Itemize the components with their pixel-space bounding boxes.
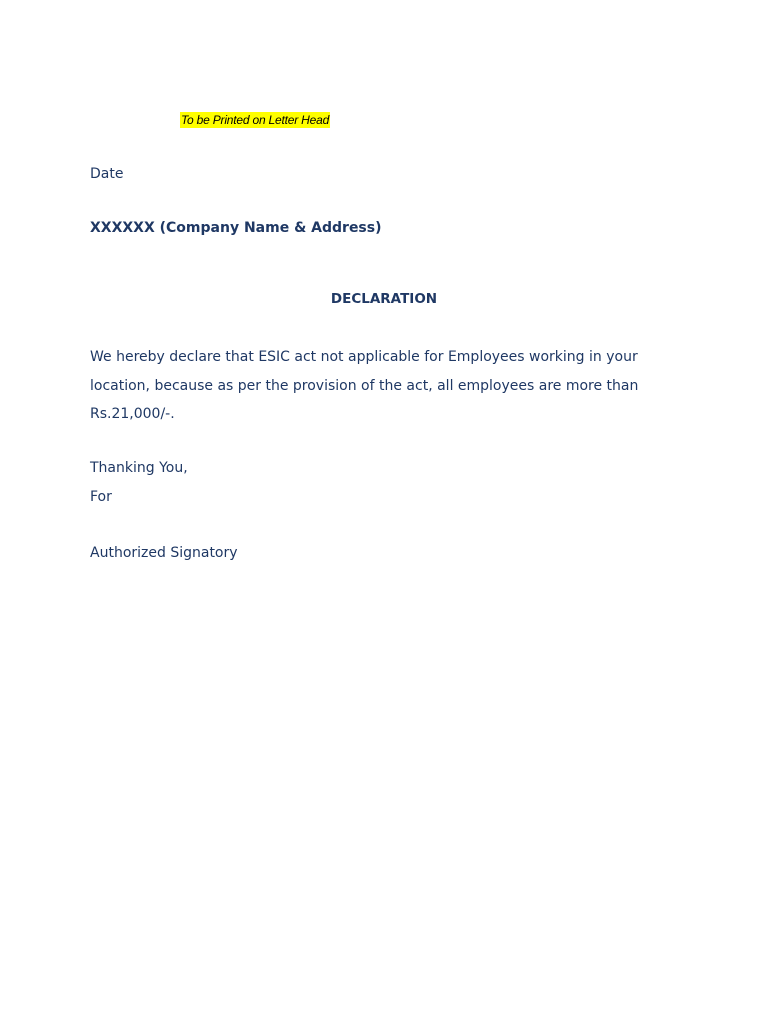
declaration-body-line: We hereby declare that ESIC act not applicable for Employees working in your (90, 349, 638, 365)
declaration-body-line: location, because as per the provision of the act, all employees are more than (90, 377, 639, 394)
declaration-body (90, 343, 650, 429)
closing-text: Thanking You, (90, 460, 188, 476)
for-label: For (90, 489, 112, 505)
company-name-address: XXXXXX (Company Name & Address) (90, 220, 382, 236)
date-label: Date (90, 166, 124, 182)
authorized-signatory: Authorized Signatory (90, 545, 238, 561)
declaration-body-line: Rs.21,000/-. (90, 406, 175, 422)
letterhead-note: To be Printed on Letter Head (181, 113, 330, 127)
declaration-heading: DECLARATION (330, 291, 438, 307)
